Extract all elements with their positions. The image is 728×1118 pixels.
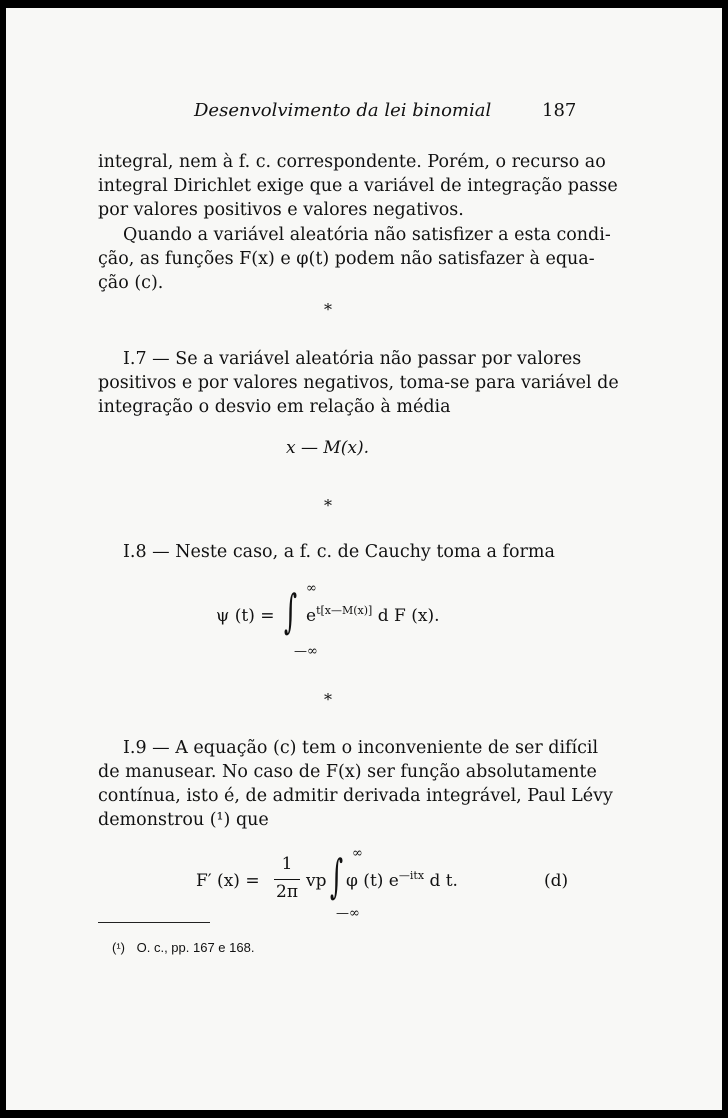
section-star-separator: * [324, 690, 332, 709]
text-line: demonstrou (¹) que [98, 810, 269, 830]
integrand-base: e [306, 606, 317, 626]
eq-lhs: F′ (x) = [196, 871, 260, 891]
footnote-rule [98, 922, 210, 923]
eq-integrand [306, 606, 439, 626]
text-line: contínua, isto é, de admitir derivada integrável, Paul Lévy [98, 786, 613, 806]
integral-sign-icon: ∫ [284, 584, 298, 638]
text-line: ção, as funções F(x) e φ(t) podem não satisfazer à equa- [98, 249, 595, 269]
integrand-base: φ (t) e [346, 871, 399, 891]
book-page [6, 8, 722, 1110]
fraction-bar [274, 879, 300, 880]
text-line: ção (c). [98, 273, 164, 293]
principal-value-label: vp [306, 871, 327, 891]
fraction-numerator: 1 [281, 854, 293, 874]
text-line: I.9 — A equação (c) tem o inconveniente de ser difícil [123, 738, 599, 758]
integral-upper-limit: ∞ [306, 581, 317, 596]
text-line: positivos e por valores negativos, toma-se para variável de [98, 373, 619, 393]
integral-lower-limit: —∞ [294, 644, 318, 659]
fraction-denominator: 2π [276, 882, 298, 902]
text-line: I.7 — Se a variável aleatória não passar por valores [123, 349, 582, 369]
eq-lhs: ψ (t) = [216, 606, 275, 626]
running-header-title: Desenvolvimento da lei binomial [194, 100, 492, 121]
integral-sign-icon: ∫ [330, 849, 344, 903]
text-line: Quando a variável aleatória não satisfizer a esta condi- [123, 225, 611, 245]
integral-upper-limit: ∞ [352, 846, 363, 861]
section-star-separator: * [324, 300, 332, 319]
footnote-text: O. c., pp. 167 e 168. [136, 940, 255, 955]
equation-deviation: x — M(x). [286, 438, 370, 458]
integral-lower-limit: —∞ [336, 906, 360, 921]
text-line: de manusear. No caso de F(x) ser função absolutamente [98, 762, 597, 782]
integrand-rest: d t. [429, 871, 458, 891]
integrand-exponent: t[x—M(x)] [316, 604, 373, 617]
eq-integrand [346, 871, 458, 891]
text-line: integral, nem à f. c. correspondente. Porém, o recurso ao [98, 152, 606, 172]
integrand-rest: d F (x). [377, 606, 440, 626]
integrand-exponent: —itx [398, 869, 425, 882]
page-number: 187 [542, 100, 577, 121]
text-line: I.8 — Neste caso, a f. c. de Cauchy toma a forma [123, 542, 555, 562]
footnote [112, 940, 254, 955]
footnote-mark: (¹) [112, 940, 125, 955]
text-line: integração o desvio em relação à média [98, 397, 451, 417]
text-line: por valores positivos e valores negativos. [98, 200, 464, 220]
equation-label: (d) [544, 871, 569, 891]
text-line: integral Dirichlet exige que a variável de integração passe [98, 176, 618, 196]
section-star-separator: * [324, 496, 332, 515]
